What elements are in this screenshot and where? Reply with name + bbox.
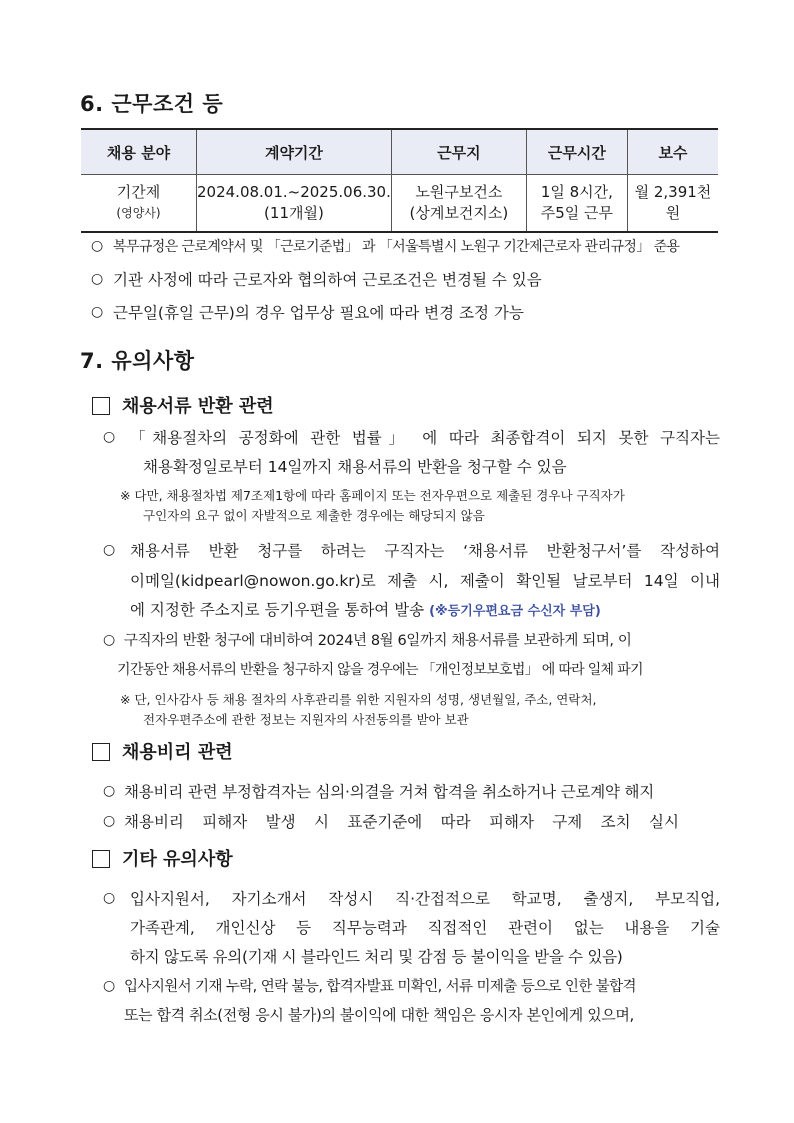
checkbox-square-icon: [92, 397, 110, 415]
sec6-bullet-2: 기관 사정에 따라 근로자와 협의하여 근로조건은 변경될 수 있음: [113, 271, 542, 289]
other-para-1-line-2: 가족관계, 개인신상 등 직무능력과 직접적인 관련이 없는 내용을 기술: [130, 919, 720, 937]
header-period: 계약기간: [197, 129, 392, 175]
return-note-2-line-2: 전자우편주소에 관한 정보는 지원자의 사전동의를 받아 보관: [143, 712, 469, 727]
corruption-para-1: 채용비리 관련 부정합격자는 심의·의결을 거쳐 합격을 취소하거나 근로계약 해지: [124, 783, 655, 801]
other-para-2-line-1: 입사지원서 기재 누락, 연락 불능, 합격자발표 미확인, 서류 미제출 등으로 인한 불합격: [124, 979, 636, 995]
sec6-bullet-3: 근무일(휴일 근무)의 경우 업무상 필요에 따라 변경 조정 가능: [113, 304, 524, 322]
section-7-title: 7. 유의사항: [80, 349, 195, 373]
other-para-2-line-2: 또는 합격 취소(전형 응시 불가)의 불이익에 대한 책임은 응시자 본인에게 있으며,: [124, 1006, 634, 1024]
cell-pay: [627, 175, 718, 233]
bullet-icon: ○: [103, 890, 116, 906]
checkbox-square-icon: [92, 743, 110, 761]
bullet-icon: ○: [103, 542, 116, 558]
bullet-icon: ○: [91, 238, 104, 254]
header-field: 채용 분야: [81, 129, 197, 175]
return-para-1-line-1: 「채용절차의 공정화에 관한 법률」 에 따라 최종합격이 되지 못한 구직자는: [130, 429, 720, 447]
cell-period: [197, 175, 392, 233]
return-para-2-line-1: 채용서류 반환 청구를 하려는 구직자는 ‘채용서류 반환청구서’를 작성하여: [130, 542, 720, 560]
cell-place: [391, 175, 526, 233]
header-hours: 근무시간: [526, 129, 627, 175]
return-note-1-line-1: ※ 다만, 채용절차법 제7조제1항에 따라 홈페이지 또는 전자우편으로 제출된 경우나 구직자가: [120, 488, 625, 503]
field-text: 기간제: [116, 183, 161, 201]
period-sub-text: (11개월): [264, 204, 324, 222]
return-para-3-line-2: 기간동안 채용서류의 반환을 청구하지 않을 경우에는 「개인정보보호법」 에 따라 일체 파기: [117, 662, 643, 678]
bullet-icon: ○: [103, 978, 116, 994]
subheading-document-return: 채용서류 반환 관련: [122, 396, 274, 417]
bullet-icon: ○: [103, 429, 116, 445]
bullet-icon: ○: [103, 632, 116, 648]
postage-notice: (※등기우편요금 수신자 부담): [429, 604, 601, 619]
hours-sub-text: 주5일 근무: [540, 204, 614, 222]
other-para-1-line-1: 입사지원서, 자기소개서 작성시 직·간접적으로 학교명, 출생지, 부모직업,: [130, 890, 720, 908]
bullet-icon: ○: [103, 813, 116, 829]
place-sub-text: (상계보건지소): [409, 204, 509, 222]
other-para-1-line-3: 하지 않도록 유의(기재 시 블라인드 처리 및 감점 등 불이익을 받을 수 있음): [130, 948, 623, 966]
subheading-other-notes: 기타 유의사항: [122, 849, 233, 870]
bullet-icon: ○: [103, 783, 116, 799]
header-place: 근무지: [391, 129, 526, 175]
return-note-1-line-2: 구인자의 요구 없이 자발적으로 제출한 경우에는 해당되지 않음: [143, 508, 485, 523]
table-row: [81, 175, 718, 233]
place-text: 노원구보건소: [415, 183, 503, 201]
bullet-icon: ○: [91, 271, 104, 287]
return-para-2-line-2: 이메일(kidpearl@nowon.go.kr)로 제출 시, 제출이 확인될 날로부터 14일 이내: [130, 572, 720, 590]
pay-text: 월 2,391천원: [634, 183, 712, 222]
bullet-icon: ○: [91, 304, 104, 320]
subheading-hiring-corruption: 채용비리 관련: [122, 742, 233, 763]
cell-field: [81, 175, 197, 233]
return-para-2-line-3-text: 에 지정한 주소지로 등기우편을 통하여 발송: [130, 601, 425, 619]
corruption-para-2: 채용비리 피해자 발생 시 표준기준에 따라 피해자 구제 조치 실시: [124, 813, 679, 831]
hours-text: 1일 8시간,: [540, 183, 613, 201]
header-pay: 보수: [627, 129, 718, 175]
checkbox-square-icon: [92, 850, 110, 868]
return-para-1-line-2: 채용확정일로부터 14일까지 채용서류의 반환을 청구할 수 있음: [143, 458, 567, 476]
section-6-title: 6. 근무조건 등: [80, 92, 224, 116]
return-note-2-line-1: ※ 단, 인사감사 등 채용 절차의 사후관리를 위한 지원자의 성명, 생년월일, 주소, 연락처,: [120, 692, 597, 707]
period-text: 2024.08.01.~2025.06.30.: [197, 183, 391, 201]
return-para-2-line-3: [130, 598, 601, 620]
work-conditions-table: [81, 128, 718, 233]
table-header-row: [81, 129, 718, 175]
cell-hours: [526, 175, 627, 233]
return-para-3-line-1: 구직자의 반환 청구에 대비하여 2024년 8월 6일까지 채용서류를 보관하게 되며, 이: [124, 633, 632, 649]
field-sub-text: (영양사): [116, 206, 161, 220]
sec6-bullet-1: 복무규정은 근로계약서 및 「근로기준법」 과 「서울특별시 노원구 기간제근로자 관리규정」 준용: [113, 239, 680, 255]
